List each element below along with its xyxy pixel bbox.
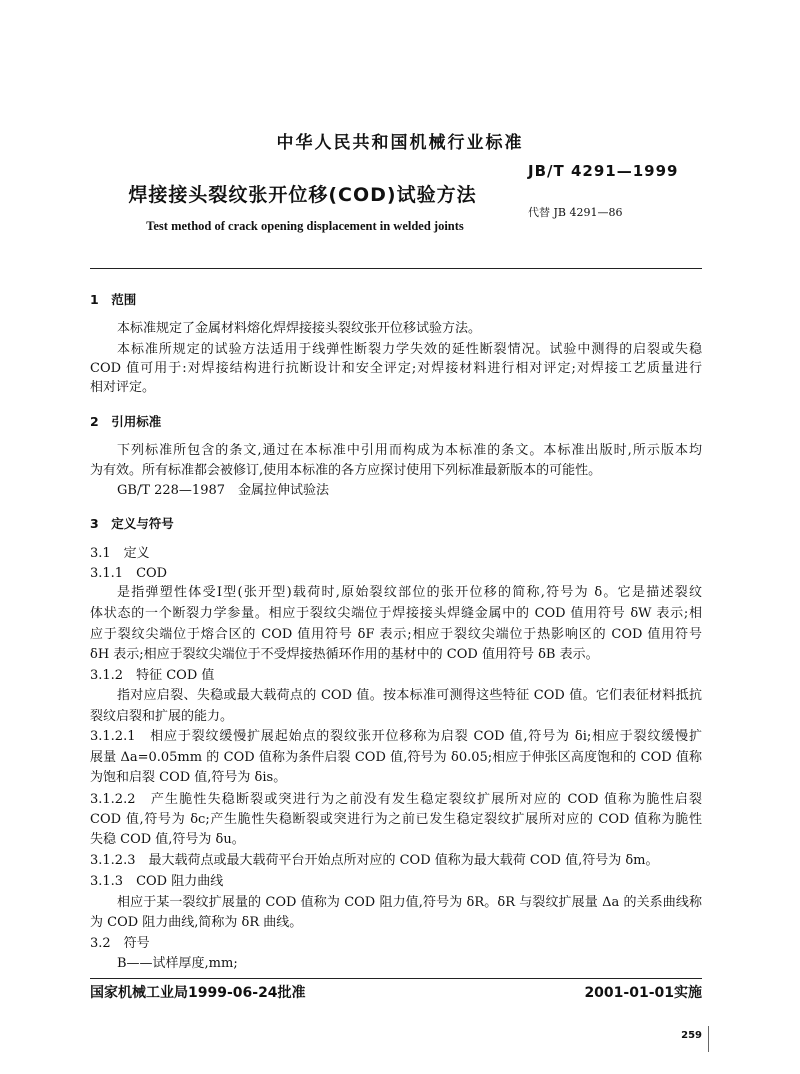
symbol-definition: B——试样厚度,mm; — [117, 956, 238, 971]
body-line: 为 COD 阻力曲线,简称为 δR 曲线。 — [90, 915, 303, 930]
standard-title-chinese: 焊接接头裂纹张开位移(COD)试验方法 — [128, 184, 477, 206]
body-line: 失稳 COD 值,符号为 δu。 — [90, 832, 245, 847]
body-line: 是指弹塑性体受Ⅰ型(张开型)载荷时,原始裂纹部位的张开位移的简称,符号为 δ。它是描述裂纹 — [117, 585, 702, 600]
subsection-heading: 3.1.2 特征 COD 值 — [90, 668, 215, 683]
section-heading: 1 范围 — [90, 292, 137, 307]
body-line: 体状态的一个断裂力学参量。相应于裂纹尖端位于焊接接头焊缝金属中的 COD 值用符号 δW 表示;相 — [90, 606, 702, 621]
effective-date: 2001-01-01实施 — [584, 985, 702, 1001]
standard-organization-title: 中华人民共和国机械行业标准 — [276, 133, 524, 153]
body-line: 为饱和启裂 COD 值,符号为 δis。 — [90, 770, 287, 785]
header-divider — [90, 268, 702, 269]
body-line: 裂纹启裂和扩展的能力。 — [90, 709, 234, 724]
margin-mark — [708, 1026, 709, 1052]
section-heading: 3 定义与符号 — [90, 516, 174, 531]
body-line: 下列标准所包含的条文,通过在本标准中引用而构成为本标准的条文。本标准出版时,所示版本均 — [117, 443, 702, 458]
subsection-heading: 3.2 符号 — [90, 936, 150, 951]
subsection-heading: 3.1 定义 — [90, 546, 150, 561]
body-line: 本标准所规定的试验方法适用于线弹性断裂力学失效的延性断裂情况。试验中测得的启裂或失稳 — [117, 342, 702, 357]
body-line: 3.1.2.2 产生脆性失稳断裂或突进行为之前没有发生稳定裂纹扩展所对应的 COD 值称为脆性启裂 — [90, 792, 702, 807]
body-line: 应于裂纹尖端位于熔合区的 COD 值用符号 δF 表示;相应于裂纹尖端位于热影响区的 COD 值用符号 — [90, 627, 702, 642]
standard-title-english: Test method of crack opening displacement in welded joints — [146, 219, 464, 233]
referenced-standard: GB/T 228—1987 金属拉伸试验法 — [117, 483, 330, 498]
body-line: 指对应启裂、失稳或最大载荷点的 COD 值。按本标准可测得这些特征 COD 值。它们表征材料抵抗 — [117, 688, 702, 703]
body-line: COD 值可用于:对焊接结构进行抗断设计和安全评定;对焊接材料进行相对评定;对焊接工艺质量进行 — [90, 361, 702, 376]
body-line: 展量 Δa=0.05mm 的 COD 值称为条件启裂 COD 值,符号为 δ0.05;相应于伸张区高度饱和的 COD 值称 — [90, 750, 702, 765]
body-line: COD 值,符号为 δc;产生脆性失稳断裂或突进行为之前已发生稳定裂纹扩展所对应的 COD 值称为脆性 — [90, 812, 702, 827]
section-heading: 2 引用标准 — [90, 414, 162, 429]
footer-divider — [90, 978, 702, 979]
body-line: 本标准规定了金属材料熔化焊焊接接头裂纹张开位移试验方法。 — [117, 321, 482, 336]
body-line: 3.1.2.3 最大载荷点或最大载荷平台开始点所对应的 COD 值称为最大载荷 COD 值,符号为 δm。 — [90, 853, 659, 868]
body-line: 为有效。所有标准都会被修订,使用本标准的各方应探讨使用下列标准最新版本的可能性。 — [90, 463, 602, 478]
body-line: 相对评定。 — [90, 380, 156, 395]
approval-info: 国家机械工业局1999-06-24批准 — [90, 985, 306, 1001]
page-number: 259 — [681, 1030, 702, 1041]
subsection-heading: 3.1.3 COD 阻力曲线 — [90, 874, 224, 889]
subsection-heading: 3.1.1 COD — [90, 566, 168, 581]
body-line: δH 表示;相应于裂纹尖端位于不受焊接热循环作用的基材中的 COD 值用符号 δB 表示。 — [90, 647, 599, 662]
body-line: 3.1.2.1 相应于裂纹缓慢扩展起始点的裂纹张开位移称为启裂 COD 值,符号为 δi;相应于裂纹缓慢扩 — [90, 729, 702, 744]
body-line: 相应于某一裂纹扩展量的 COD 值称为 COD 阻力值,符号为 δR。δR 与裂纹扩展量 Δa 的关系曲线称 — [117, 895, 702, 910]
standard-number: JB/T 4291—1999 — [528, 162, 679, 180]
replaces-standard: 代替 JB 4291—86 — [528, 206, 623, 219]
